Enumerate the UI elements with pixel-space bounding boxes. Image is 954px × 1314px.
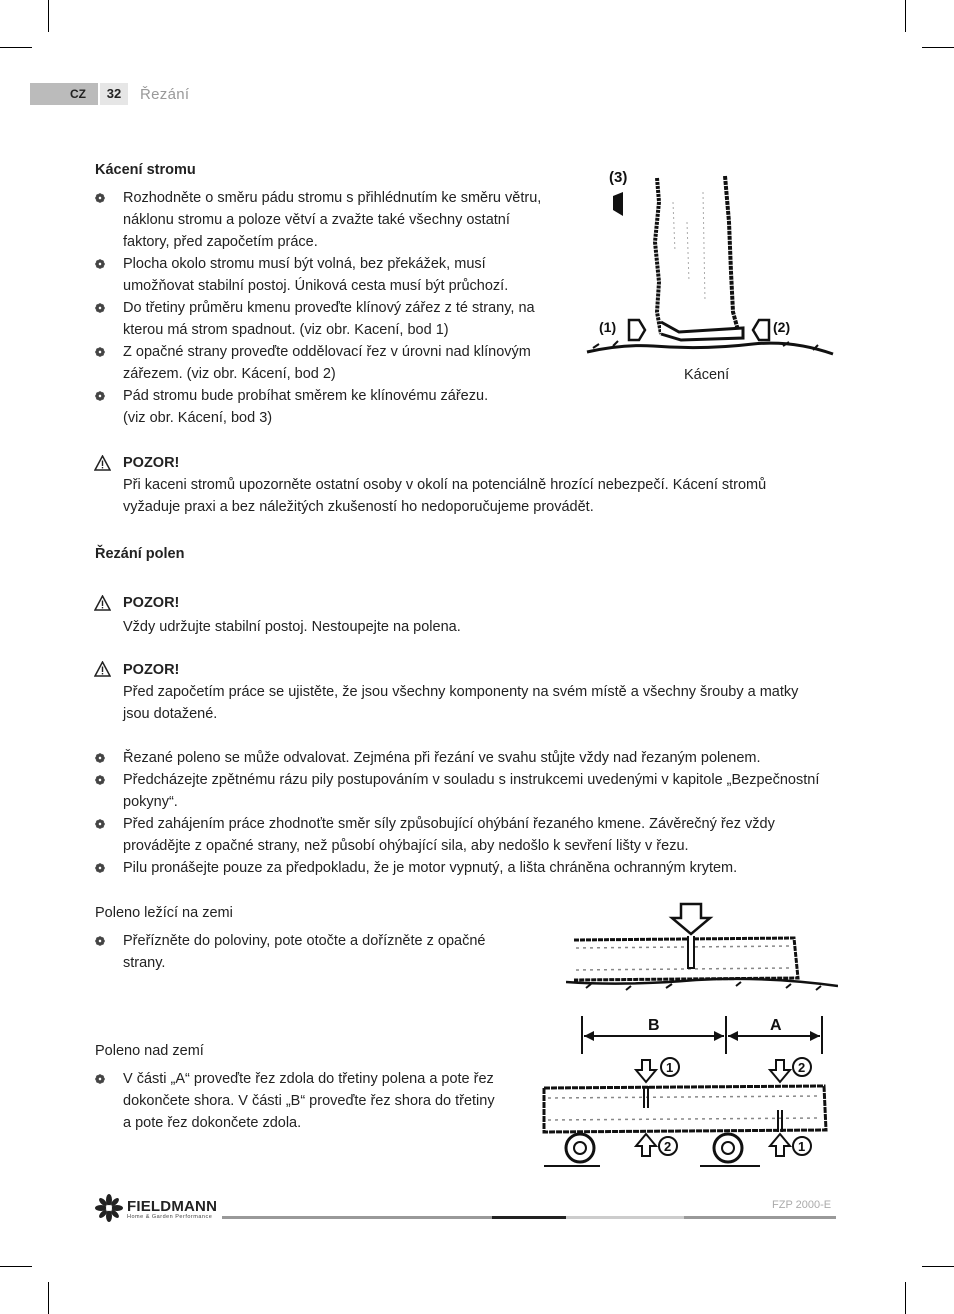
warning-line: Při kaceni stromů upozorněte ostatní osoby v okolí na potenciálně hrozící nebezpečí. Kácení stromů <box>123 477 767 493</box>
crop-mark <box>0 47 32 48</box>
section-title: Řezání <box>140 86 190 103</box>
cut-arrow <box>672 904 710 934</box>
crop-mark <box>922 1266 954 1267</box>
bullet-flower-icon <box>95 391 105 401</box>
cut-arrow-2 <box>753 320 769 340</box>
warning-line: Před započetím práce se ujistěte, že jsou všechny komponenty na svém místě a všechny šrouby a matky <box>123 684 799 700</box>
warning-line: jsou dotažené. <box>123 706 218 722</box>
header-band <box>30 83 98 105</box>
raised-log-heading: Poleno nad zemí <box>95 1043 204 1059</box>
warning-icon <box>94 455 111 471</box>
logs-heading: Řezání polen <box>95 546 185 562</box>
bullet-text: kterou má strom spadnout. (viz obr. Kacení, bod 1) <box>123 322 449 338</box>
bullet-text: (viz obr. Kácení, bod 3) <box>123 410 273 426</box>
warning-title: POZOR! <box>123 595 180 611</box>
model-number: FZP 2000-E <box>772 1199 832 1211</box>
bullet-text: Z opačné strany proveďte oddělovací řez v úrovni nad klínovým <box>123 344 531 360</box>
bullet-text: Rozhodněte o směru pádu stromu s přihlédnutím ke směru větru, <box>123 190 542 206</box>
dimension-label-b: B <box>648 1017 660 1034</box>
bullet-text: provádějte z opačné strany, než působí ohýbající sila, aby nedošlo k sevření lišty v řezu. <box>123 838 689 854</box>
bullet-text: pokyny“. <box>123 794 178 810</box>
bullet-text: náklonu stromu a poloze větví a zvažte také všechny ostatní <box>123 212 510 228</box>
cut-arrow-bottom <box>770 1134 790 1156</box>
figure-label-1: (1) <box>599 319 617 335</box>
footer-rule <box>492 1216 566 1219</box>
bullet-flower-icon <box>95 753 105 763</box>
cut-arrow-top <box>770 1060 790 1082</box>
felling-heading: Kácení stromu <box>95 162 196 178</box>
dimension-label-a: A <box>770 1017 782 1034</box>
crop-mark <box>48 1282 49 1314</box>
bullet-flower-icon <box>95 1074 105 1084</box>
crop-mark <box>0 1266 32 1267</box>
bullet-text: Přeřízněte do poloviny, pote otočte a dořízněte z opačné <box>123 933 486 949</box>
page-number: 32 <box>100 83 128 105</box>
step-number-2: 2 <box>798 1060 806 1075</box>
bullet-text: a pote řez dokončete zdola. <box>123 1115 302 1131</box>
crop-mark <box>905 0 906 32</box>
step-number-1: 1 <box>666 1060 674 1075</box>
felling-figure-caption: Kácení <box>684 367 730 383</box>
bullet-text: faktory, před započetím práce. <box>123 234 318 250</box>
header-language: CZ <box>70 87 86 101</box>
cut-arrow-1 <box>629 320 645 340</box>
ground-log-figure <box>566 900 838 1000</box>
bullet-text: Před zahájením práce zhodnoťte směr síly způsobující ohýbání řezaného kmene. Závěrečný řez vždy <box>123 816 775 832</box>
bullet-flower-icon <box>95 775 105 785</box>
bullet-text: Do třetiny průměru kmenu proveďte klínový zářez z té strany, na <box>123 300 535 316</box>
bullet-flower-icon <box>95 193 105 203</box>
ground-log-heading: Poleno ležící na zemi <box>95 905 233 921</box>
brand-name: FIELDMANN <box>127 1198 218 1215</box>
cut-arrow-top <box>636 1060 656 1082</box>
brand-tagline: Home & Garden Performance <box>127 1214 213 1220</box>
felling-figure <box>583 162 835 358</box>
crop-mark <box>48 0 49 32</box>
footer-rule <box>684 1216 836 1219</box>
figure-label-3: (3) <box>609 169 628 186</box>
bullet-text: Pád stromu bude probíhat směrem ke klínovému zářezu. <box>123 388 489 404</box>
bullet-text: V části „A“ proveďte řez zdola do třetiny polena a pote řez <box>123 1071 494 1087</box>
bullet-text: strany. <box>123 955 166 971</box>
cut-arrow-bottom <box>636 1134 656 1156</box>
fall-direction-arrow <box>613 192 623 216</box>
warning-icon <box>94 595 111 611</box>
bullet-text: umožňovat stabilní postoj. Úniková cesta musí být průchozí. <box>123 278 509 294</box>
bullet-text: dokončete shora. V části „B“ proveďte řez shora do třetiny <box>123 1093 495 1109</box>
step-number-2: 2 <box>664 1139 672 1154</box>
warning-line: vyžaduje praxi a bez náležitých zkušeností ho nedoporučujeme provádět. <box>123 499 594 515</box>
bullet-text: Pilu pronášejte pouze za předpokladu, že je motor vypnutý, a lišta chráněna ochranným krytem. <box>123 860 738 876</box>
bullet-text: zářezem. (viz obr. Kácení, bod 2) <box>123 366 336 382</box>
footer-rule <box>566 1216 684 1219</box>
bullet-flower-icon <box>95 936 105 946</box>
crop-mark <box>905 1282 906 1314</box>
figure-label-2: (2) <box>773 319 791 335</box>
bullet-text: Řezané poleno se může odvalovat. Zejména při řezání ve svahu stůjte vždy nad řezaným polenem. <box>123 750 761 766</box>
fieldmann-logo-icon <box>95 1194 123 1222</box>
bullet-flower-icon <box>95 863 105 873</box>
warning-line: Vždy udržujte stabilní postoj. Nestoupejte na polena. <box>123 619 461 635</box>
bullet-text: Předcházejte zpětnému rázu pily postupováním v souladu s instrukcemi uvedenými v kapitole „Bezpečnostní <box>123 772 820 788</box>
step-number-1: 1 <box>798 1139 806 1154</box>
warning-title: POZOR! <box>123 455 180 471</box>
bullet-flower-icon <box>95 819 105 829</box>
warning-title: POZOR! <box>123 662 180 678</box>
bullet-flower-icon <box>95 347 105 357</box>
footer-rule <box>222 1216 492 1219</box>
raised-log-figure <box>540 1010 830 1170</box>
bullet-flower-icon <box>95 259 105 269</box>
bullet-flower-icon <box>95 303 105 313</box>
bullet-text: Plocha okolo stromu musí být volná, bez překážek, musí <box>123 256 486 272</box>
warning-icon <box>94 661 111 677</box>
crop-mark <box>922 47 954 48</box>
